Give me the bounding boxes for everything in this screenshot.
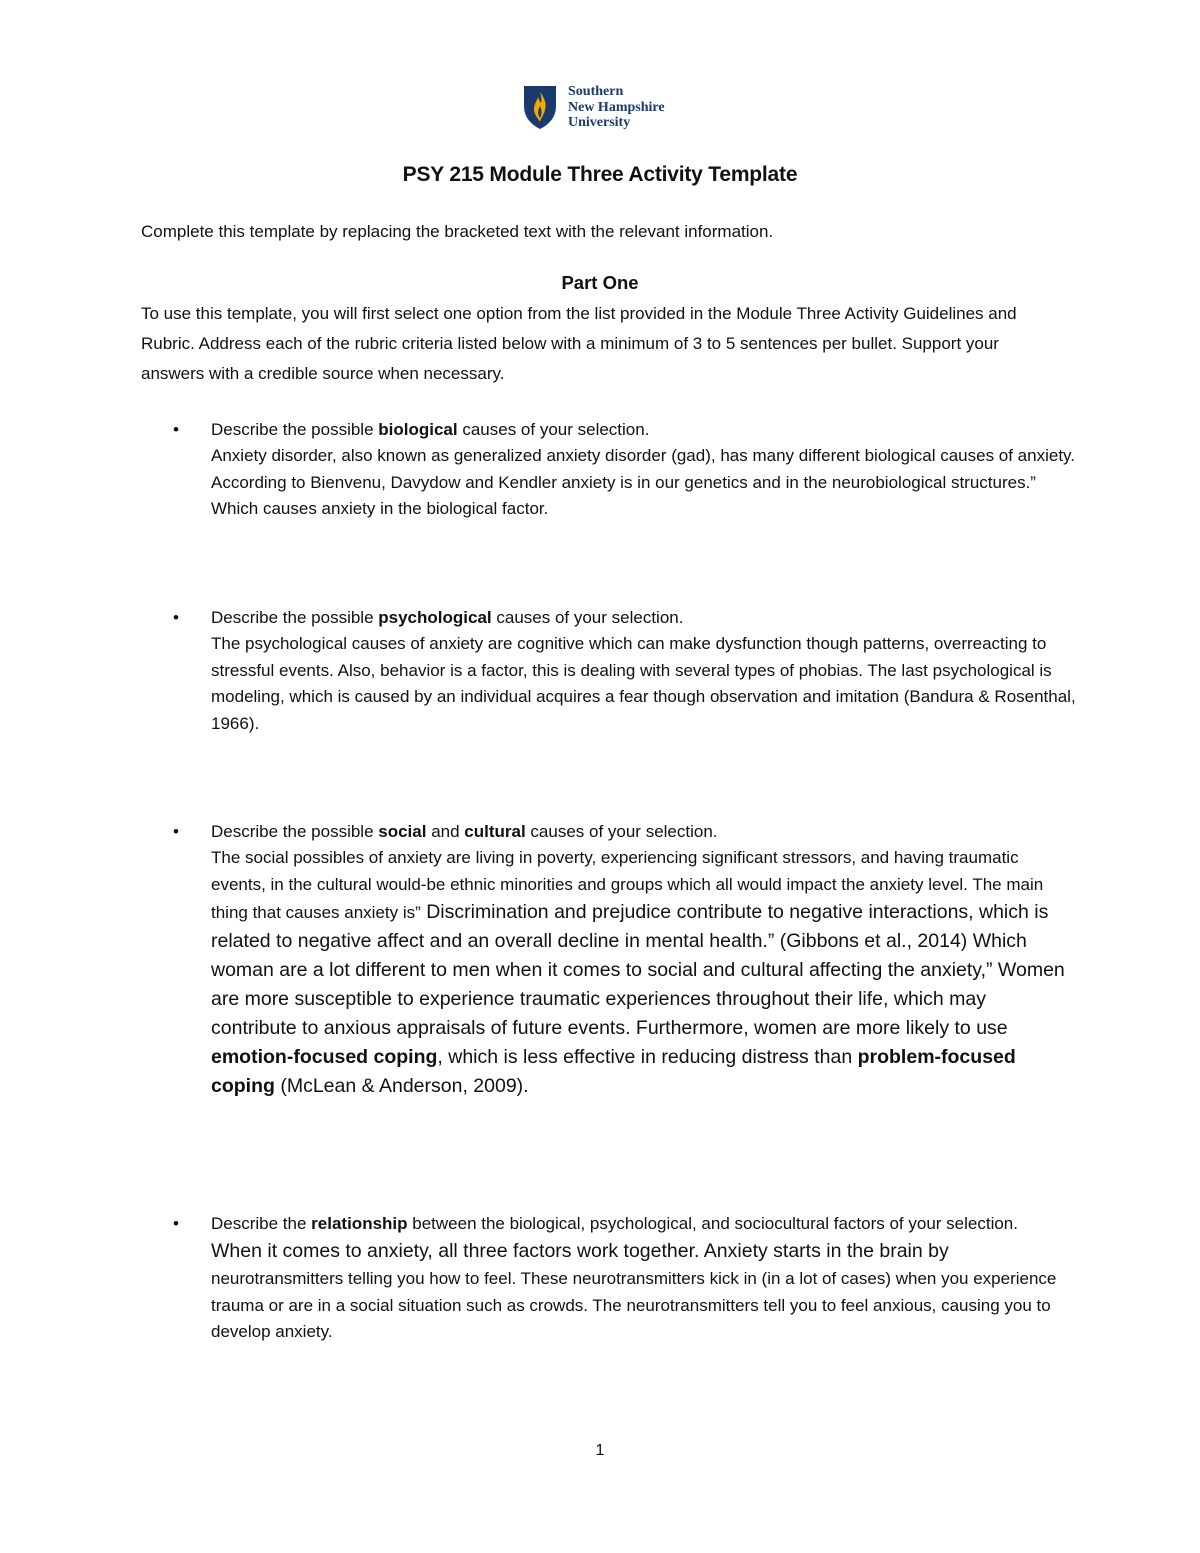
page-number: 1 <box>595 1442 605 1459</box>
bullet-answer: Anxiety disorder, also known as generalized anxiety disorder (gad), has many different biological causes of anxiety. According to Bienvenu, Davydow and Kendler anxiety is in our genetics and in the neurobiological structures.” Which causes anxiety in the biological factor. <box>211 446 1076 518</box>
bullet-marker: • <box>173 1214 179 1233</box>
part-heading: Part One <box>561 272 639 293</box>
bullet-answer: The social possibles of anxiety are living in poverty, experiencing significant stressors, and having traumatic events, in the cultural would-be ethnic minorities and groups which all would impact the anxiety level. The main thing that causes anxiety is” Discrimination and prejudice contribute to negative interactions, which is related to negative affect and an overall decline in mental health.” (Gibbons et al., 2014) Which woman are a lot different to men when it comes to social and cultural affecting the anxiety,” Women are more susceptible to experience traumatic experiences throughout their life, which may contribute to anxious appraisals of future events. Furthermore, women are more likely to use emotion-focused coping, which is less effective in reducing distress than problem-focused coping (McLean & Anderson, 2009). <box>211 848 1065 1097</box>
shield-flame-icon <box>522 84 558 130</box>
bullet-answer: The psychological causes of anxiety are cognitive which can make dysfunction though patterns, overreacting to stressful events. Also, behavior is a factor, this is dealing with several types of phobias. The last psychological is modeling, which is caused by an individual acquires a fear though observation and imitation (Bandura & Rosenthal, 1966). <box>211 634 1076 733</box>
bullet-marker: • <box>173 822 179 841</box>
bullet-answer: When it comes to anxiety, all three factors work together. Anxiety starts in the brain by neurotransmitters telling you how to feel. These neurotransmitters kick in (in a lot of cases) when you experience trauma or are in a social situation such as crowds. The neurotransmitters tell you to feel anxious, causing you to develop anxiety. <box>211 1240 1057 1341</box>
university-name: Southern New Hampshire University <box>568 84 665 130</box>
university-logo <box>522 84 692 134</box>
bullet-prompt: Describe the possible biological causes of your selection. <box>211 420 650 439</box>
bullet-marker: • <box>173 608 179 627</box>
bullet-marker: • <box>173 420 179 439</box>
document-title: PSY 215 Module Three Activity Template <box>402 163 798 186</box>
bullet-prompt: Describe the possible psychological causes of your selection. <box>211 608 684 627</box>
bullet-prompt: Describe the possible social and cultural causes of your selection. <box>211 822 718 841</box>
instructions-paragraph: To use this template, you will first select one option from the list provided in the Module Three Activity Guidelines and Rubric. Address each of the rubric criteria listed below with a minimum of 3 to 5 sentences per bullet. Support your answers with a credible source when necessary. <box>141 304 1017 383</box>
intro-text: Complete this template by replacing the bracketed text with the relevant information. <box>141 222 774 241</box>
bullet-prompt: Describe the relationship between the biological, psychological, and sociocultural factors of your selection. <box>211 1214 1018 1233</box>
